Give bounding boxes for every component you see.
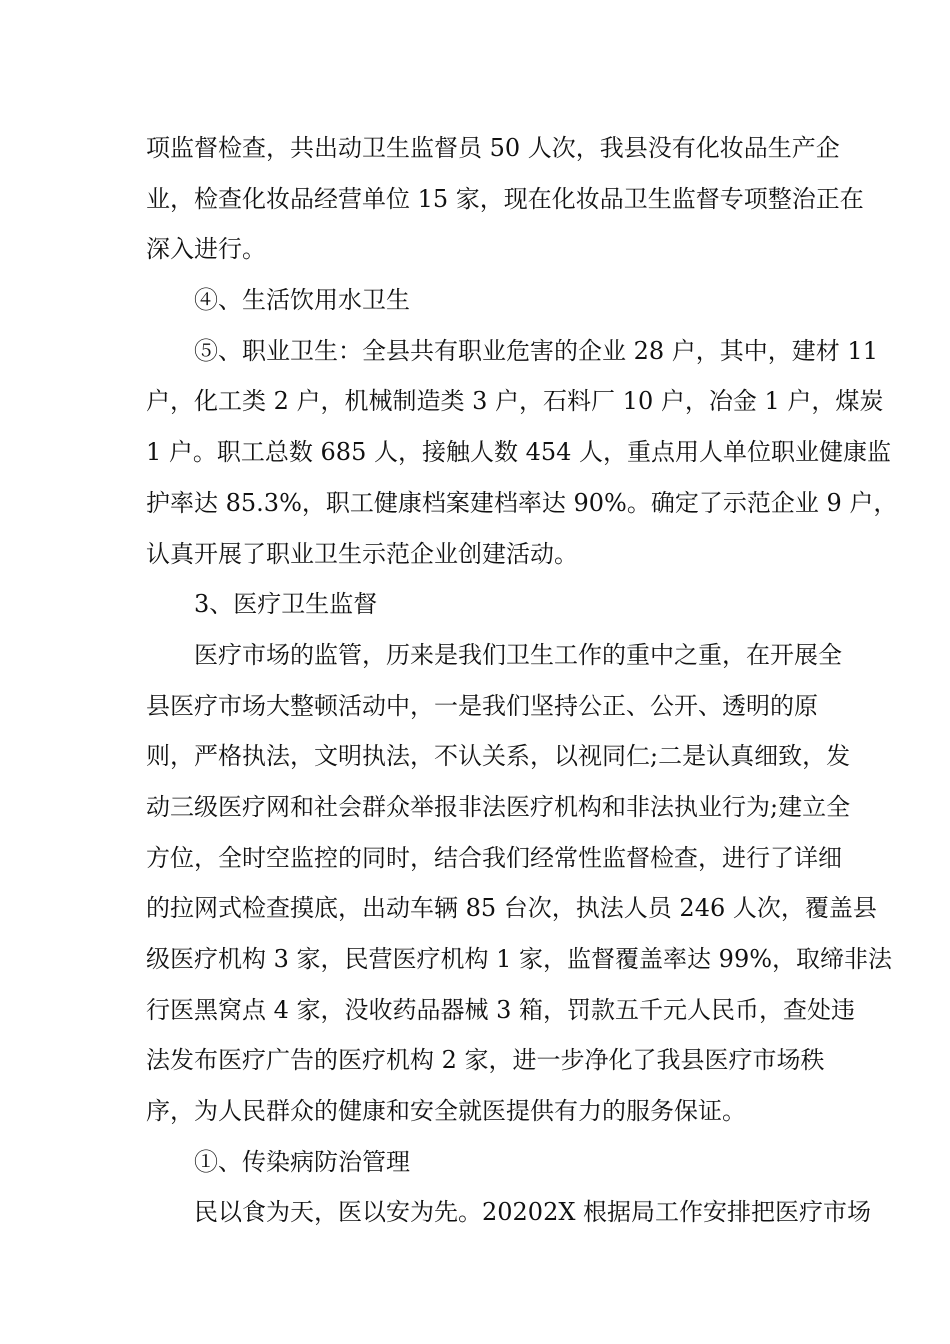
text-line: ④、生活饮用水卫生 — [194, 286, 410, 315]
text-line: 1 户。职工总数 685 人，接触人数 454 人，重点用人单位职业健康监 — [146, 438, 892, 467]
body-text — [146, 128, 898, 1243]
text-line: 级医疗机构 3 家，民营医疗机构 1 家，监督覆盖率达 99%，取缔非法 — [146, 945, 893, 973]
text-line: 方位，全时空监控的同时，结合我们经常性监督检查，进行了详细 — [146, 843, 842, 872]
text-line: ⑤、职业卫生：全县共有职业危害的企业 28 户，其中，建材 11 — [194, 336, 878, 365]
text-line: 县医疗市场大整顿活动中，一是我们坚持公正、公开、透明的原 — [146, 691, 818, 720]
text-line: ①、传染病防治管理 — [194, 1147, 410, 1176]
text-line: 法发布医疗广告的医疗机构 2 家，进一步净化了我县医疗市场秩 — [146, 1046, 825, 1075]
text-line: 的拉网式检查摸底，出动车辆 85 台次，执法人员 246 人次，覆盖县 — [146, 894, 877, 923]
text-line: 动三级医疗网和社会群众举报非法医疗机构和非法执业行为;建立全 — [146, 792, 851, 821]
text-line: 3、医疗卫生监督 — [194, 590, 378, 619]
text-line: 序，为人民群众的健康和安全就医提供有力的服务保证。 — [146, 1097, 746, 1126]
text-line: 护率达 85.3%，职工健康档案建档率达 90%。确定了示范企业 9 户， — [146, 488, 898, 517]
text-line: 则，严格执法，文明执法，不认关系，以视同仁;二是认真细致，发 — [146, 742, 851, 771]
text-line: 深入进行。 — [146, 235, 266, 264]
text-line: 项监督检查，共出动卫生监督员 50 人次，我县没有化妆品生产企 — [146, 134, 840, 162]
text-line: 医疗市场的监管，历来是我们卫生工作的重中之重，在开展全 — [194, 640, 842, 669]
text-line: 户，化工类 2 户，机械制造类 3 户，石料厂 10 户，冶金 1 户，煤炭 — [146, 387, 884, 416]
text-line: 业，检查化妆品经营单位 15 家，现在化妆品卫生监督专项整治正在 — [146, 184, 864, 213]
text-line: 行医黑窝点 4 家，没收药品器械 3 箱，罚款五千元人民币，查处违 — [146, 995, 856, 1024]
text-line: 民以食为天，医以安为先。20202X 根据局工作安排把医疗市场 — [194, 1198, 872, 1227]
text-line: 认真开展了职业卫生示范企业创建活动。 — [146, 539, 578, 568]
